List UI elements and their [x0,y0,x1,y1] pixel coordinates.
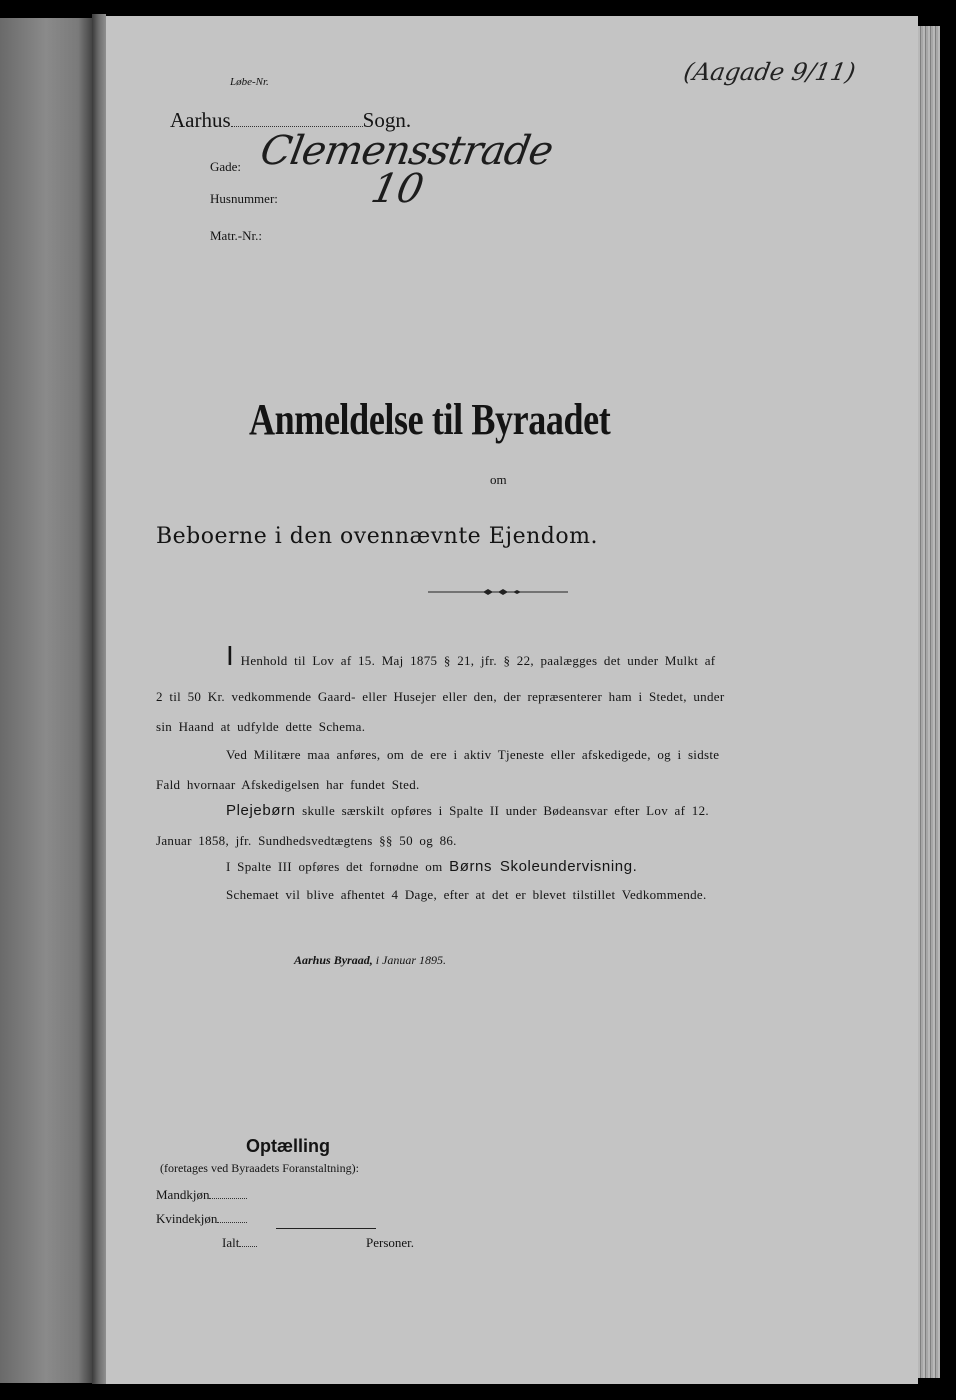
title-om: om [490,472,507,487]
paragraph-4 [226,859,637,874]
signature-date: i Januar 1895. [375,953,447,967]
left-page-edge [0,18,92,1383]
gade-label: Gade: [210,159,242,174]
ialt-dots [239,1246,257,1247]
ornament-divider [428,584,568,600]
sogn-label: Sogn. [362,108,412,132]
matr-label: Matr.-Nr.: [210,228,262,243]
drop-initial: I [226,640,235,671]
lobe-nr-label: Løbe-Nr. [230,76,269,88]
kvindekjon-label: Kvindekjøn [156,1211,218,1226]
paragraph-2-line-2: Fald hvornaar Afskedigelsen har fundet Sted. [156,777,420,792]
p3-line1-text: skulle særskilt opføres i Spalte II under Bødeansvar efter Lov af 12. [302,803,709,818]
kvindekjon-dots [217,1222,247,1223]
paragraph-5: Schemaet vil blive afhentet 4 Dage, efter at det er blevet tilstillet Vedkommende. [226,887,707,902]
count-title: Optælling [246,1136,330,1156]
document-title: Anmeldelse til Byraadet [249,395,611,444]
ialt-label: Ialt [222,1235,240,1250]
skoleundervisning-emphasis: Børns Skoleundervisning. [449,858,638,875]
mandkjon-label: Mandkjøn [156,1187,210,1202]
paragraph-1-line-3: sin Haand at udfylde dette Schema. [156,719,366,734]
paragraph-3-line-1 [226,803,709,818]
mandkjon-row [156,1187,247,1203]
mandkjon-dots [209,1198,247,1199]
count-subtitle: (foretages ved Byraadets Foranstaltning): [160,1161,359,1175]
corner-handwritten-note: (Aagade 9/11) [681,58,858,86]
ialt-row [222,1235,257,1251]
city-label: Aarhus [170,108,231,132]
husnummer-handwritten-value: 10 [367,166,428,212]
document-subtitle: Beboerne i den ovennævnte Ejendom. [156,524,598,549]
document-page [106,16,918,1384]
sum-rule [276,1228,376,1229]
paragraph-1-line-2: 2 til 50 Kr. vedkommende Gaard- eller Husejer eller den, der repræsenterer ham i Stedet, under [156,689,725,704]
signature-line [294,953,446,968]
signature-org: Aarhus Byraad, [294,953,373,967]
husnummer-label: Husnummer: [210,191,278,206]
kvindekjon-row [156,1211,247,1227]
paragraph-2-line-1: Ved Militære maa anføres, om de ere i aktiv Tjeneste eller afskedigede, og i sidste [226,747,720,762]
stacked-page-edges [918,26,940,1378]
plejeborn-emphasis: Plejebørn [226,802,296,819]
p4-text: I Spalte III opføres det fornødne om [226,859,443,874]
sogn-dotted-field [231,126,363,127]
gade-handwritten-value: Clemensstrade [256,128,556,174]
paragraph-1-line-1 [226,642,715,670]
personer-label: Personer. [366,1235,415,1250]
p1-line1-text: Henhold til Lov af 15. Maj 1875 § 21, jfr. § 22, paalægges det under Mulkt af [240,653,716,668]
paragraph-3-line-2: Januar 1858, jfr. Sundhedsvedtægtens §§ 50 og 86. [156,833,457,848]
book-gutter [92,14,106,1384]
